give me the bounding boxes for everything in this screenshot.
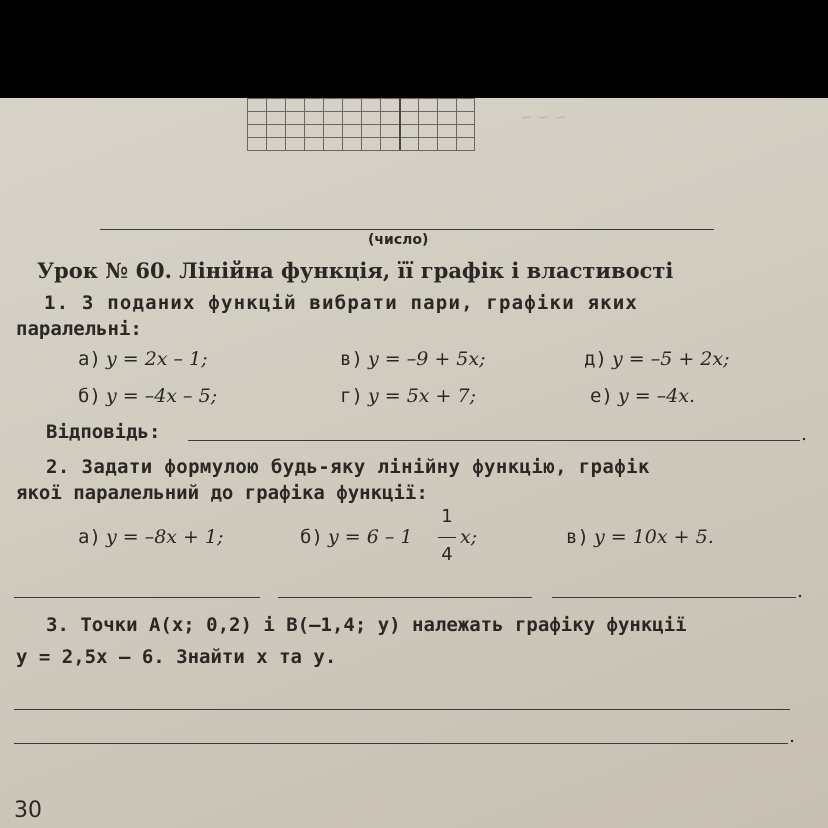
grid-axis — [399, 98, 401, 150]
task1-option-v — [340, 348, 486, 370]
task2-option-v — [566, 526, 714, 548]
lesson-title: Урок № 60. Лінійна функція, її графік і властивості — [37, 258, 674, 283]
option-label: в) — [340, 348, 363, 370]
option-formula: y = –4x – 5; — [105, 385, 218, 407]
option-formula: y = 5x + 7; — [367, 385, 477, 407]
answer-lines-end: . — [797, 580, 804, 602]
task3-text-line2: y = 2,5x – 6. Знайти x та y. — [16, 646, 337, 668]
answer-line-1[interactable] — [14, 709, 790, 710]
task2-text-line1: 2. Задати формулою будь-яку лінійну функцію, графік — [46, 456, 650, 478]
fraction-bar — [438, 537, 456, 538]
answer-label: Відповідь: — [46, 421, 161, 443]
option-formula: y = 10x + 5. — [593, 526, 714, 548]
option-label: а) — [78, 526, 101, 548]
option-formula: y = –8x + 1; — [105, 526, 224, 548]
task1-text-line2: паралельні: — [16, 318, 142, 340]
fraction-numerator: 1 — [441, 506, 453, 527]
option-label: е) — [590, 385, 613, 407]
date-caption: (число) — [368, 232, 429, 248]
task2-option-b — [300, 526, 412, 548]
task1-option-d — [584, 348, 730, 370]
task2-text-line2: якої паралельний до графіка функції: — [16, 482, 428, 504]
answer-line-2-end: . — [789, 725, 796, 747]
option-formula: y = –5 + 2x; — [611, 348, 730, 370]
option-formula: y = –4x. — [617, 385, 696, 407]
option-label: б) — [300, 526, 323, 548]
answer-line-a[interactable] — [14, 597, 260, 598]
option-label: д) — [584, 348, 607, 370]
option-label: в) — [566, 526, 589, 548]
answer-line[interactable] — [188, 440, 800, 441]
option-label: г) — [340, 385, 363, 407]
option-label: б) — [78, 385, 101, 407]
task1-option-e — [590, 385, 695, 407]
answer-line-2[interactable] — [14, 743, 788, 744]
show-through-text: ~ ~ ~ — [520, 108, 568, 126]
option-formula-pre: y = 6 – 1 — [327, 526, 413, 548]
task1-text-line1: 1. З поданих функцій вибрати пари, графіки яких — [44, 292, 639, 314]
worksheet-page — [0, 98, 828, 828]
task2-option-a — [78, 526, 224, 548]
date-line — [100, 229, 714, 230]
answer-line-end: . — [801, 423, 808, 445]
page-number: 30 — [14, 798, 42, 823]
graph-grid — [247, 98, 475, 151]
task1-option-a — [78, 348, 208, 370]
fraction-denominator: 4 — [441, 544, 453, 565]
answer-line-v[interactable] — [552, 597, 796, 598]
task1-option-b — [78, 385, 217, 407]
option-formula: y = 2x – 1; — [105, 348, 208, 370]
option-formula: y = –9 + 5x; — [367, 348, 486, 370]
option-label: а) — [78, 348, 101, 370]
task3-text-line1: 3. Точки A(x; 0,2) і B(–1,4; y) належать графіку функції — [46, 614, 687, 636]
answer-line-b[interactable] — [278, 597, 532, 598]
option-formula-post: x; — [460, 526, 478, 548]
task1-option-g — [340, 385, 476, 407]
